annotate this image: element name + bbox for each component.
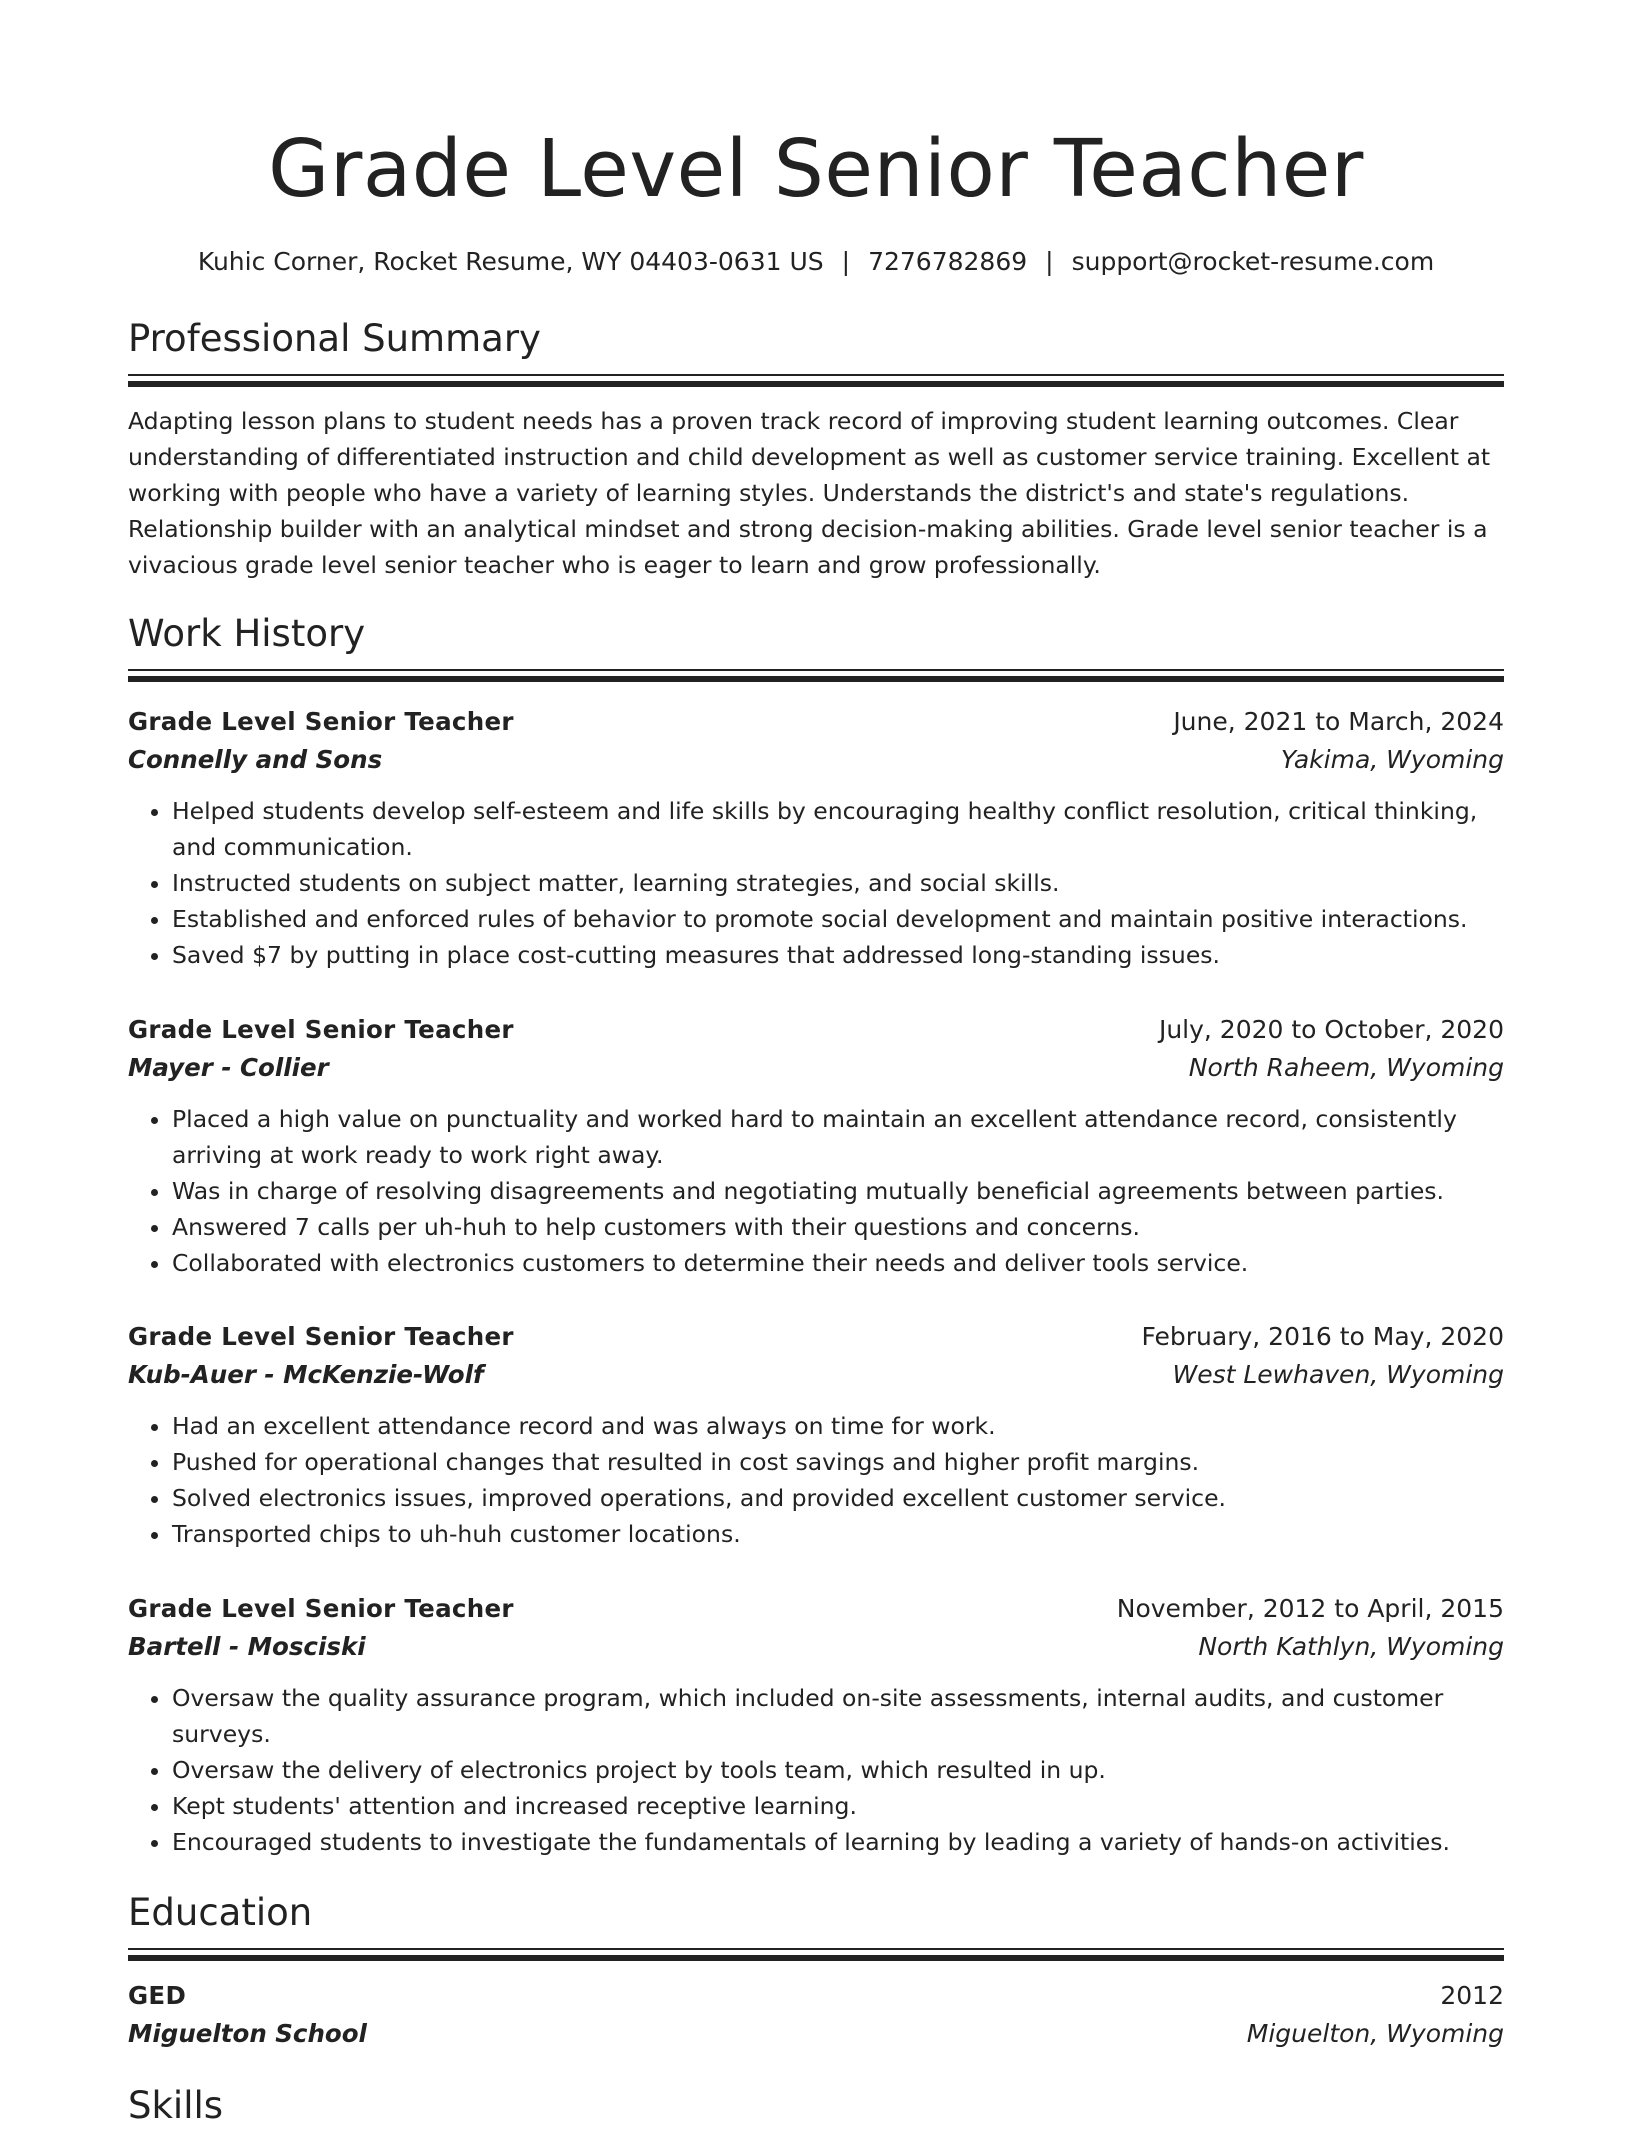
contact-address: Kuhic Corner, Rocket Resume, WY 04403-0631 US bbox=[197, 247, 824, 276]
education-school: Miguelton School bbox=[128, 2019, 367, 2048]
job-bullet: • Collaborated with electronics customers to determine their needs and deliver tools service. bbox=[172, 1245, 1504, 1281]
job-bullet: • Oversaw the delivery of electronics project by tools team, which resulted in up. bbox=[172, 1752, 1504, 1788]
job-entry bbox=[128, 1011, 1504, 1281]
job-bullet: • Encouraged students to investigate the fundamentals of learning by leading a variety of hands-on activities. bbox=[172, 1824, 1504, 1860]
job-dates: June, 2021 to March, 2024 bbox=[1173, 707, 1504, 736]
job-bullets bbox=[128, 1680, 1504, 1860]
work-history-section bbox=[128, 611, 1504, 682]
job-bullet: • Kept students' attention and increased receptive learning. bbox=[172, 1788, 1504, 1824]
summary-heading: Professional Summary bbox=[128, 317, 541, 360]
job-bullet: • Transported chips to uh-huh customer locations. bbox=[172, 1516, 1504, 1552]
contact-line bbox=[128, 246, 1504, 278]
summary-text: Adapting lesson plans to student needs has a proven track record of improving student learning outcomes. Clear understanding of differentiated instruction and child development as well as customer service training. Excellent at working with people who have a variety of learning styles. Understands the district's and state's regulations. Relationship builder with an analytical mindset and strong decision-making abilities. Grade level senior teacher is a vivacious grade level senior teacher who is eager to learn and grow professionally. bbox=[128, 407, 1491, 579]
job-location: North Kathlyn, Wyoming bbox=[1198, 1632, 1504, 1661]
contact-email[interactable]: support@rocket-resume.com bbox=[1071, 247, 1435, 276]
resume-page bbox=[128, 0, 1504, 2127]
job-entry bbox=[128, 703, 1504, 973]
job-title: Grade Level Senior Teacher bbox=[128, 707, 514, 736]
job-bullet: • Answered 7 calls per uh-huh to help customers with their questions and concerns. bbox=[172, 1209, 1504, 1245]
job-bullet: • Oversaw the quality assurance program, which included on-site assessments, internal audits, and customer surveys. bbox=[172, 1680, 1504, 1752]
job-location: West Lewhaven, Wyoming bbox=[1172, 1360, 1504, 1389]
section-divider bbox=[128, 669, 1504, 682]
job-title: Grade Level Senior Teacher bbox=[128, 1594, 514, 1623]
education-location: Miguelton, Wyoming bbox=[1246, 2019, 1504, 2048]
education-section bbox=[128, 1890, 1504, 2053]
job-dates: July, 2020 to October, 2020 bbox=[1158, 1015, 1504, 1044]
job-title: Grade Level Senior Teacher bbox=[128, 1322, 514, 1351]
job-dates: February, 2016 to May, 2020 bbox=[1141, 1322, 1504, 1351]
job-location: North Raheem, Wyoming bbox=[1188, 1053, 1504, 1082]
summary-section bbox=[128, 316, 1504, 583]
work-history-heading: Work History bbox=[128, 612, 366, 655]
education-year: 2012 bbox=[1440, 1981, 1504, 2010]
job-title: Grade Level Senior Teacher bbox=[128, 1015, 514, 1044]
job-location: Yakima, Wyoming bbox=[1280, 745, 1504, 774]
job-bullet: • Solved electronics issues, improved operations, and provided excellent customer service. bbox=[172, 1480, 1504, 1516]
job-company: Kub-Auer - McKenzie-Wolf bbox=[128, 1360, 484, 1389]
job-bullet: • Helped students develop self-esteem and life skills by encouraging healthy conflict resolution, critical thinking, and communication. bbox=[172, 793, 1504, 865]
job-bullet: • Pushed for operational changes that resulted in cost savings and higher profit margins. bbox=[172, 1444, 1504, 1480]
section-divider bbox=[128, 374, 1504, 387]
job-bullet: • Was in charge of resolving disagreements and negotiating mutually beneficial agreements between parties. bbox=[172, 1173, 1504, 1209]
job-bullet: • Placed a high value on punctuality and worked hard to maintain an excellent attendance record, consistently arriving at work ready to work right away. bbox=[172, 1101, 1504, 1173]
section-divider bbox=[128, 1948, 1504, 1961]
job-bullets bbox=[128, 1408, 1504, 1552]
job-bullet: • Established and enforced rules of behavior to promote social development and maintain positive interactions. bbox=[172, 901, 1504, 937]
job-bullet: • Had an excellent attendance record and was always on time for work. bbox=[172, 1408, 1504, 1444]
job-bullet: • Instructed students on subject matter, learning strategies, and social skills. bbox=[172, 865, 1504, 901]
education-heading: Education bbox=[128, 1891, 313, 1934]
job-bullets bbox=[128, 793, 1504, 973]
job-entry bbox=[128, 1318, 1504, 1552]
resume-name: Grade Level Senior Teacher bbox=[268, 123, 1364, 215]
job-company: Mayer - Collier bbox=[128, 1053, 329, 1082]
contact-separator: | bbox=[841, 247, 851, 276]
job-company: Bartell - Mosciski bbox=[128, 1632, 366, 1661]
skills-heading: Skills bbox=[128, 2084, 224, 2127]
job-bullets bbox=[128, 1101, 1504, 1281]
job-entry bbox=[128, 1590, 1504, 1860]
education-degree: GED bbox=[128, 1981, 187, 2010]
job-bullet: • Saved $7 by putting in place cost-cutting measures that addressed long-standing issues. bbox=[172, 937, 1504, 973]
job-dates: November, 2012 to April, 2015 bbox=[1116, 1594, 1504, 1623]
contact-separator: | bbox=[1045, 247, 1054, 276]
contact-phone: 7276782869 bbox=[868, 247, 1028, 276]
job-company: Connelly and Sons bbox=[128, 745, 383, 774]
skills-section bbox=[128, 2083, 1504, 2129]
